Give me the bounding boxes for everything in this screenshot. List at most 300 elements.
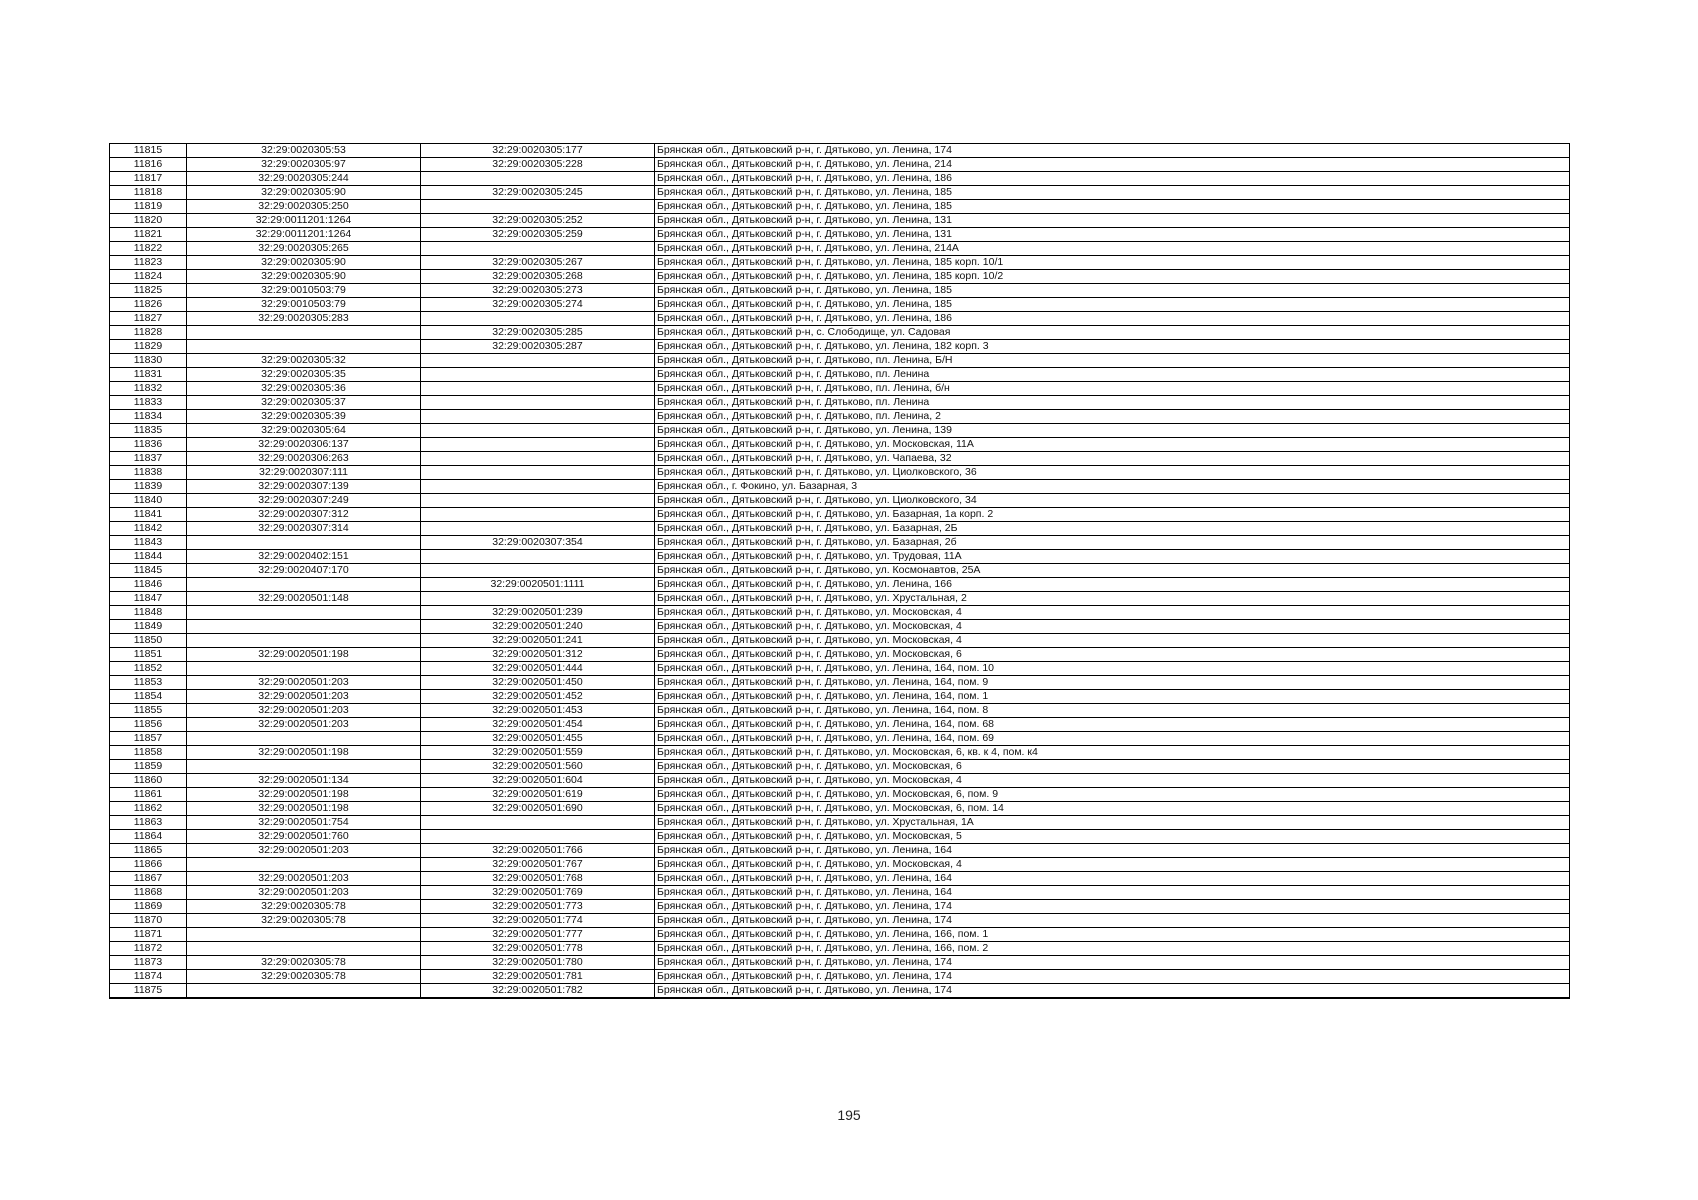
object-number-cell bbox=[421, 200, 655, 214]
address-cell: Брянская обл., Дятьковский р-н, г. Дятьково, ул. Ленина, 185 bbox=[655, 298, 1570, 312]
address-cell: Брянская обл., Дятьковский р-н, г. Дятьково, ул. Ленина, 164 bbox=[655, 886, 1570, 900]
cadastral-number-cell: 32:29:0020501:198 bbox=[187, 802, 421, 816]
row-number-cell: 11850 bbox=[110, 634, 187, 648]
address-cell: Брянская обл., Дятьковский р-н, г. Дятьково, ул. Чапаева, 32 bbox=[655, 452, 1570, 466]
object-number-cell: 32:29:0020501:619 bbox=[421, 788, 655, 802]
object-number-cell bbox=[421, 424, 655, 438]
cadastral-number-cell: 32:29:0020305:53 bbox=[187, 144, 421, 158]
row-number-cell: 11861 bbox=[110, 788, 187, 802]
table-row bbox=[110, 676, 1570, 690]
table-row bbox=[110, 662, 1570, 676]
object-number-cell bbox=[421, 522, 655, 536]
cadastral-number-cell: 32:29:0020305:37 bbox=[187, 396, 421, 410]
row-number-cell: 11849 bbox=[110, 620, 187, 634]
object-number-cell bbox=[421, 466, 655, 480]
cadastral-number-cell: 32:29:0020305:250 bbox=[187, 200, 421, 214]
table-row bbox=[110, 354, 1570, 368]
table-row bbox=[110, 200, 1570, 214]
address-cell: Брянская обл., Дятьковский р-н, г. Дятьково, ул. Хрустальная, 1А bbox=[655, 816, 1570, 830]
cadastral-number-cell bbox=[187, 578, 421, 592]
cadastral-number-cell: 32:29:0020501:198 bbox=[187, 788, 421, 802]
address-cell: Брянская обл., Дятьковский р-н, г. Дятьково, ул. Хрустальная, 2 bbox=[655, 592, 1570, 606]
table-row bbox=[110, 788, 1570, 802]
table-row bbox=[110, 872, 1570, 886]
object-number-cell: 32:29:0020501:774 bbox=[421, 914, 655, 928]
row-number-cell: 11822 bbox=[110, 242, 187, 256]
cadastral-number-cell: 32:29:0020305:78 bbox=[187, 970, 421, 984]
cadastral-number-cell: 32:29:0020305:283 bbox=[187, 312, 421, 326]
address-cell: Брянская обл., Дятьковский р-н, г. Дятьково, ул. Ленина, 214А bbox=[655, 242, 1570, 256]
row-number-cell: 11819 bbox=[110, 200, 187, 214]
row-number-cell: 11857 bbox=[110, 732, 187, 746]
table-row bbox=[110, 424, 1570, 438]
object-number-cell bbox=[421, 396, 655, 410]
cadastral-number-cell: 32:29:0011201:1264 bbox=[187, 214, 421, 228]
address-cell: Брянская обл., Дятьковский р-н, г. Дятьково, ул. Ленина, 174 bbox=[655, 984, 1570, 999]
row-number-cell: 11830 bbox=[110, 354, 187, 368]
row-number-cell: 11875 bbox=[110, 984, 187, 999]
address-cell: Брянская обл., Дятьковский р-н, г. Дятьково, ул. Ленина, 214 bbox=[655, 158, 1570, 172]
row-number-cell: 11862 bbox=[110, 802, 187, 816]
cadastral-number-cell: 32:29:0020305:32 bbox=[187, 354, 421, 368]
row-number-cell: 11848 bbox=[110, 606, 187, 620]
row-number-cell: 11838 bbox=[110, 466, 187, 480]
address-cell: Брянская обл., Дятьковский р-н, г. Дятьково, ул. Ленина, 139 bbox=[655, 424, 1570, 438]
row-number-cell: 11841 bbox=[110, 508, 187, 522]
table-row bbox=[110, 508, 1570, 522]
address-cell: Брянская обл., Дятьковский р-н, г. Дятьково, ул. Московская, 6, пом. 9 bbox=[655, 788, 1570, 802]
table-row bbox=[110, 634, 1570, 648]
object-number-cell: 32:29:0020501:452 bbox=[421, 690, 655, 704]
table-row bbox=[110, 900, 1570, 914]
cadastral-number-cell bbox=[187, 326, 421, 340]
cadastral-number-cell: 32:29:0020407:170 bbox=[187, 564, 421, 578]
table-row bbox=[110, 802, 1570, 816]
row-number-cell: 11835 bbox=[110, 424, 187, 438]
cadastral-number-cell bbox=[187, 732, 421, 746]
table-row bbox=[110, 522, 1570, 536]
table-row bbox=[110, 340, 1570, 354]
row-number-cell: 11816 bbox=[110, 158, 187, 172]
table-row bbox=[110, 312, 1570, 326]
address-cell: Брянская обл., Дятьковский р-н, г. Дятьково, ул. Ленина, 185 bbox=[655, 186, 1570, 200]
row-number-cell: 11839 bbox=[110, 480, 187, 494]
cadastral-number-cell: 32:29:0020305:64 bbox=[187, 424, 421, 438]
address-cell: Брянская обл., Дятьковский р-н, г. Дятьково, ул. Московская, 4 bbox=[655, 634, 1570, 648]
object-number-cell: 32:29:0020307:354 bbox=[421, 536, 655, 550]
cadastral-number-cell: 32:29:0020501:134 bbox=[187, 774, 421, 788]
cadastral-number-cell: 32:29:0010503:79 bbox=[187, 298, 421, 312]
row-number-cell: 11859 bbox=[110, 760, 187, 774]
row-number-cell: 11837 bbox=[110, 452, 187, 466]
address-cell: Брянская обл., Дятьковский р-н, г. Дятьково, ул. Московская, 4 bbox=[655, 606, 1570, 620]
address-cell: Брянская обл., г. Фокино, ул. Базарная, 3 bbox=[655, 480, 1570, 494]
table-row bbox=[110, 928, 1570, 942]
table-row bbox=[110, 914, 1570, 928]
address-cell: Брянская обл., Дятьковский р-н, г. Дятьково, ул. Ленина, 185 корп. 10/1 bbox=[655, 256, 1570, 270]
object-number-cell bbox=[421, 550, 655, 564]
address-cell: Брянская обл., Дятьковский р-н, г. Дятьково, ул. Московская, 6 bbox=[655, 648, 1570, 662]
object-number-cell: 32:29:0020501:773 bbox=[421, 900, 655, 914]
row-number-cell: 11821 bbox=[110, 228, 187, 242]
object-number-cell: 32:29:0020501:240 bbox=[421, 620, 655, 634]
address-cell: Брянская обл., Дятьковский р-н, г. Дятьково, ул. Ленина, 164, пом. 69 bbox=[655, 732, 1570, 746]
row-number-cell: 11852 bbox=[110, 662, 187, 676]
object-number-cell: 32:29:0020501:766 bbox=[421, 844, 655, 858]
object-number-cell bbox=[421, 242, 655, 256]
object-number-cell: 32:29:0020501:560 bbox=[421, 760, 655, 774]
row-number-cell: 11858 bbox=[110, 746, 187, 760]
address-cell: Брянская обл., Дятьковский р-н, г. Дятьково, пл. Ленина, Б/Н bbox=[655, 354, 1570, 368]
row-number-cell: 11860 bbox=[110, 774, 187, 788]
cadastral-number-cell bbox=[187, 536, 421, 550]
row-number-cell: 11820 bbox=[110, 214, 187, 228]
object-number-cell bbox=[421, 312, 655, 326]
object-number-cell bbox=[421, 564, 655, 578]
address-cell: Брянская обл., Дятьковский р-н, г. Дятьково, ул. Московская, 4 bbox=[655, 620, 1570, 634]
cadastral-number-cell: 32:29:0020305:78 bbox=[187, 900, 421, 914]
row-number-cell: 11824 bbox=[110, 270, 187, 284]
address-cell: Брянская обл., Дятьковский р-н, г. Дятьково, ул. Трудовая, 11А bbox=[655, 550, 1570, 564]
address-cell: Брянская обл., Дятьковский р-н, г. Дятьково, ул. Ленина, 174 bbox=[655, 970, 1570, 984]
object-number-cell: 32:29:0020305:285 bbox=[421, 326, 655, 340]
cadastral-number-cell: 32:29:0020305:90 bbox=[187, 270, 421, 284]
address-cell: Брянская обл., Дятьковский р-н, г. Дятьково, ул. Ленина, 164, пом. 9 bbox=[655, 676, 1570, 690]
cadastral-number-cell: 32:29:0020307:249 bbox=[187, 494, 421, 508]
table-row bbox=[110, 494, 1570, 508]
row-number-cell: 11853 bbox=[110, 676, 187, 690]
object-number-cell: 32:29:0020501:453 bbox=[421, 704, 655, 718]
address-cell: Брянская обл., Дятьковский р-н, г. Дятьково, ул. Ленина, 186 bbox=[655, 172, 1570, 186]
cadastral-number-cell: 32:29:0020307:312 bbox=[187, 508, 421, 522]
cadastral-number-cell: 32:29:0011201:1264 bbox=[187, 228, 421, 242]
object-number-cell: 32:29:0020501:778 bbox=[421, 942, 655, 956]
cadastral-number-cell bbox=[187, 634, 421, 648]
address-cell: Брянская обл., Дятьковский р-н, г. Дятьково, ул. Ленина, 166, пом. 1 bbox=[655, 928, 1570, 942]
address-cell: Брянская обл., Дятьковский р-н, г. Дятьково, ул. Московская, 6, кв. к 4, пом. к4 bbox=[655, 746, 1570, 760]
table-row bbox=[110, 830, 1570, 844]
address-cell: Брянская обл., Дятьковский р-н, г. Дятьково, ул. Ленина, 185 bbox=[655, 284, 1570, 298]
address-cell: Брянская обл., Дятьковский р-н, г. Дятьково, ул. Ленина, 174 bbox=[655, 914, 1570, 928]
object-number-cell bbox=[421, 494, 655, 508]
table-row bbox=[110, 956, 1570, 970]
row-number-cell: 11833 bbox=[110, 396, 187, 410]
address-cell: Брянская обл., Дятьковский р-н, г. Дятьково, ул. Ленина, 174 bbox=[655, 144, 1570, 158]
address-cell: Брянская обл., Дятьковский р-н, г. Дятьково, пл. Ленина, 2 bbox=[655, 410, 1570, 424]
object-number-cell bbox=[421, 438, 655, 452]
address-cell: Брянская обл., Дятьковский р-н, г. Дятьково, ул. Ленина, 182 корп. 3 bbox=[655, 340, 1570, 354]
table-row bbox=[110, 536, 1570, 550]
table-row bbox=[110, 760, 1570, 774]
table-row bbox=[110, 704, 1570, 718]
cadastral-number-cell: 32:29:0020307:139 bbox=[187, 480, 421, 494]
object-number-cell: 32:29:0020501:768 bbox=[421, 872, 655, 886]
row-number-cell: 11868 bbox=[110, 886, 187, 900]
row-number-cell: 11844 bbox=[110, 550, 187, 564]
row-number-cell: 11834 bbox=[110, 410, 187, 424]
object-number-cell: 32:29:0020305:273 bbox=[421, 284, 655, 298]
object-number-cell: 32:29:0020305:245 bbox=[421, 186, 655, 200]
row-number-cell: 11867 bbox=[110, 872, 187, 886]
table-row bbox=[110, 186, 1570, 200]
registry-table-body bbox=[110, 144, 1570, 999]
address-cell: Брянская обл., Дятьковский р-н, г. Дятьково, ул. Московская, 6 bbox=[655, 760, 1570, 774]
cadastral-number-cell: 32:29:0020305:97 bbox=[187, 158, 421, 172]
table-row bbox=[110, 564, 1570, 578]
cadastral-number-cell: 32:29:0020306:137 bbox=[187, 438, 421, 452]
row-number-cell: 11865 bbox=[110, 844, 187, 858]
table-row bbox=[110, 984, 1570, 999]
cadastral-number-cell: 32:29:0020501:203 bbox=[187, 872, 421, 886]
table-row bbox=[110, 844, 1570, 858]
table-row bbox=[110, 298, 1570, 312]
row-number-cell: 11845 bbox=[110, 564, 187, 578]
cadastral-number-cell: 32:29:0020305:78 bbox=[187, 914, 421, 928]
object-number-cell bbox=[421, 816, 655, 830]
object-number-cell: 32:29:0020501:455 bbox=[421, 732, 655, 746]
table-row bbox=[110, 228, 1570, 242]
table-row bbox=[110, 550, 1570, 564]
cadastral-number-cell bbox=[187, 858, 421, 872]
object-number-cell: 32:29:0020501:780 bbox=[421, 956, 655, 970]
object-number-cell: 32:29:0020305:252 bbox=[421, 214, 655, 228]
table-row bbox=[110, 242, 1570, 256]
object-number-cell: 32:29:0020501:767 bbox=[421, 858, 655, 872]
address-cell: Брянская обл., Дятьковский р-н, г. Дятьково, ул. Базарная, 2Б bbox=[655, 522, 1570, 536]
cadastral-number-cell bbox=[187, 760, 421, 774]
object-number-cell: 32:29:0020501:454 bbox=[421, 718, 655, 732]
object-number-cell: 32:29:0020501:604 bbox=[421, 774, 655, 788]
address-cell: Брянская обл., Дятьковский р-н, г. Дятьково, ул. Московская, 11А bbox=[655, 438, 1570, 452]
table-row bbox=[110, 172, 1570, 186]
row-number-cell: 11827 bbox=[110, 312, 187, 326]
cadastral-number-cell: 32:29:0020501:203 bbox=[187, 844, 421, 858]
row-number-cell: 11863 bbox=[110, 816, 187, 830]
table-row bbox=[110, 858, 1570, 872]
table-row bbox=[110, 270, 1570, 284]
cadastral-number-cell: 32:29:0020501:198 bbox=[187, 648, 421, 662]
object-number-cell: 32:29:0020501:444 bbox=[421, 662, 655, 676]
address-cell: Брянская обл., Дятьковский р-н, г. Дятьково, ул. Ленина, 186 bbox=[655, 312, 1570, 326]
address-cell: Брянская обл., Дятьковский р-н, г. Дятьково, ул. Ленина, 131 bbox=[655, 228, 1570, 242]
object-number-cell: 32:29:0020305:268 bbox=[421, 270, 655, 284]
object-number-cell: 32:29:0020501:777 bbox=[421, 928, 655, 942]
row-number-cell: 11828 bbox=[110, 326, 187, 340]
object-number-cell bbox=[421, 480, 655, 494]
table-row bbox=[110, 144, 1570, 158]
address-cell: Брянская обл., Дятьковский р-н, г. Дятьково, ул. Базарная, 2б bbox=[655, 536, 1570, 550]
cadastral-number-cell: 32:29:0020305:35 bbox=[187, 368, 421, 382]
object-number-cell bbox=[421, 410, 655, 424]
object-number-cell bbox=[421, 452, 655, 466]
table-row bbox=[110, 690, 1570, 704]
row-number-cell: 11871 bbox=[110, 928, 187, 942]
table-row bbox=[110, 718, 1570, 732]
cadastral-number-cell: 32:29:0020305:39 bbox=[187, 410, 421, 424]
cadastral-number-cell: 32:29:0020305:244 bbox=[187, 172, 421, 186]
address-cell: Брянская обл., Дятьковский р-н, г. Дятьково, ул. Московская, 6, пом. 14 bbox=[655, 802, 1570, 816]
object-number-cell bbox=[421, 382, 655, 396]
object-number-cell bbox=[421, 368, 655, 382]
table-row bbox=[110, 746, 1570, 760]
table-row bbox=[110, 648, 1570, 662]
table-row bbox=[110, 970, 1570, 984]
object-number-cell: 32:29:0020501:690 bbox=[421, 802, 655, 816]
object-number-cell: 32:29:0020501:781 bbox=[421, 970, 655, 984]
cadastral-number-cell: 32:29:0020306:263 bbox=[187, 452, 421, 466]
cadastral-number-cell bbox=[187, 984, 421, 999]
row-number-cell: 11843 bbox=[110, 536, 187, 550]
table-row bbox=[110, 480, 1570, 494]
row-number-cell: 11826 bbox=[110, 298, 187, 312]
cadastral-number-cell: 32:29:0020307:314 bbox=[187, 522, 421, 536]
object-number-cell bbox=[421, 830, 655, 844]
table-row bbox=[110, 438, 1570, 452]
row-number-cell: 11836 bbox=[110, 438, 187, 452]
cadastral-number-cell bbox=[187, 942, 421, 956]
row-number-cell: 11872 bbox=[110, 942, 187, 956]
row-number-cell: 11842 bbox=[110, 522, 187, 536]
cadastral-number-cell: 32:29:0020501:198 bbox=[187, 746, 421, 760]
row-number-cell: 11825 bbox=[110, 284, 187, 298]
page-number: 195 bbox=[837, 1107, 861, 1123]
address-cell: Брянская обл., Дятьковский р-н, г. Дятьково, ул. Ленина, 166 bbox=[655, 578, 1570, 592]
address-cell: Брянская обл., Дятьковский р-н, г. Дятьково, ул. Московская, 5 bbox=[655, 830, 1570, 844]
object-number-cell: 32:29:0020501:450 bbox=[421, 676, 655, 690]
address-cell: Брянская обл., Дятьковский р-н, г. Дятьково, ул. Циолковского, 36 bbox=[655, 466, 1570, 480]
object-number-cell: 32:29:0020305:267 bbox=[421, 256, 655, 270]
row-number-cell: 11829 bbox=[110, 340, 187, 354]
object-number-cell: 32:29:0020501:1111 bbox=[421, 578, 655, 592]
object-number-cell: 32:29:0020305:259 bbox=[421, 228, 655, 242]
row-number-cell: 11818 bbox=[110, 186, 187, 200]
registry-table bbox=[109, 143, 1570, 999]
address-cell: Брянская обл., Дятьковский р-н, г. Дятьково, пл. Ленина, б/н bbox=[655, 382, 1570, 396]
cadastral-number-cell: 32:29:0020305:90 bbox=[187, 186, 421, 200]
table-row bbox=[110, 620, 1570, 634]
cadastral-number-cell bbox=[187, 340, 421, 354]
table-row bbox=[110, 466, 1570, 480]
row-number-cell: 11856 bbox=[110, 718, 187, 732]
table-row bbox=[110, 942, 1570, 956]
cadastral-number-cell: 32:29:0020305:36 bbox=[187, 382, 421, 396]
address-cell: Брянская обл., Дятьковский р-н, г. Дятьково, ул. Ленина, 131 bbox=[655, 214, 1570, 228]
address-cell: Брянская обл., Дятьковский р-н, г. Дятьково, ул. Ленина, 164, пом. 10 bbox=[655, 662, 1570, 676]
object-number-cell: 32:29:0020501:241 bbox=[421, 634, 655, 648]
row-number-cell: 11840 bbox=[110, 494, 187, 508]
table-row bbox=[110, 368, 1570, 382]
row-number-cell: 11815 bbox=[110, 144, 187, 158]
cadastral-number-cell bbox=[187, 620, 421, 634]
object-number-cell: 32:29:0020501:559 bbox=[421, 746, 655, 760]
row-number-cell: 11854 bbox=[110, 690, 187, 704]
object-number-cell: 32:29:0020305:274 bbox=[421, 298, 655, 312]
table-row bbox=[110, 396, 1570, 410]
table-row bbox=[110, 886, 1570, 900]
address-cell: Брянская обл., Дятьковский р-н, г. Дятьково, ул. Космонавтов, 25А bbox=[655, 564, 1570, 578]
address-cell: Брянская обл., Дятьковский р-н, г. Дятьково, ул. Ленина, 164, пом. 8 bbox=[655, 704, 1570, 718]
cadastral-number-cell bbox=[187, 662, 421, 676]
cadastral-number-cell: 32:29:0020501:203 bbox=[187, 704, 421, 718]
cadastral-number-cell: 32:29:0020305:90 bbox=[187, 256, 421, 270]
object-number-cell: 32:29:0020501:769 bbox=[421, 886, 655, 900]
address-cell: Брянская обл., Дятьковский р-н, г. Дятьково, пл. Ленина bbox=[655, 368, 1570, 382]
row-number-cell: 11847 bbox=[110, 592, 187, 606]
row-number-cell: 11873 bbox=[110, 956, 187, 970]
table-row bbox=[110, 256, 1570, 270]
cadastral-number-cell: 32:29:0020305:265 bbox=[187, 242, 421, 256]
object-number-cell: 32:29:0020501:782 bbox=[421, 984, 655, 999]
address-cell: Брянская обл., Дятьковский р-н, г. Дятьково, ул. Московская, 4 bbox=[655, 858, 1570, 872]
row-number-cell: 11832 bbox=[110, 382, 187, 396]
table-row bbox=[110, 452, 1570, 466]
address-cell: Брянская обл., Дятьковский р-н, г. Дятьково, ул. Московская, 4 bbox=[655, 774, 1570, 788]
table-row bbox=[110, 732, 1570, 746]
table-row bbox=[110, 816, 1570, 830]
address-cell: Брянская обл., Дятьковский р-н, г. Дятьково, ул. Ленина, 164, пом. 68 bbox=[655, 718, 1570, 732]
address-cell: Брянская обл., Дятьковский р-н, г. Дятьково, ул. Ленина, 164, пом. 1 bbox=[655, 690, 1570, 704]
table-row bbox=[110, 158, 1570, 172]
cadastral-number-cell: 32:29:0020501:148 bbox=[187, 592, 421, 606]
row-number-cell: 11866 bbox=[110, 858, 187, 872]
table-row bbox=[110, 382, 1570, 396]
cadastral-number-cell: 32:29:0020501:760 bbox=[187, 830, 421, 844]
address-cell: Брянская обл., Дятьковский р-н, г. Дятьково, ул. Ленина, 174 bbox=[655, 900, 1570, 914]
address-cell: Брянская обл., Дятьковский р-н, г. Дятьково, ул. Циолковского, 34 bbox=[655, 494, 1570, 508]
cadastral-number-cell: 32:29:0020402:151 bbox=[187, 550, 421, 564]
address-cell: Брянская обл., Дятьковский р-н, г. Дятьково, ул. Ленина, 185 bbox=[655, 200, 1570, 214]
object-number-cell bbox=[421, 172, 655, 186]
object-number-cell: 32:29:0020305:287 bbox=[421, 340, 655, 354]
row-number-cell: 11831 bbox=[110, 368, 187, 382]
row-number-cell: 11870 bbox=[110, 914, 187, 928]
cadastral-number-cell bbox=[187, 928, 421, 942]
cadastral-number-cell: 32:29:0020501:203 bbox=[187, 690, 421, 704]
address-cell: Брянская обл., Дятьковский р-н, с. Слободище, ул. Садовая bbox=[655, 326, 1570, 340]
cadastral-number-cell: 32:29:0020307:111 bbox=[187, 466, 421, 480]
table-row bbox=[110, 214, 1570, 228]
address-cell: Брянская обл., Дятьковский р-н, г. Дятьково, ул. Ленина, 164 bbox=[655, 872, 1570, 886]
cadastral-number-cell: 32:29:0020501:203 bbox=[187, 718, 421, 732]
cadastral-number-cell: 32:29:0020501:203 bbox=[187, 886, 421, 900]
row-number-cell: 11817 bbox=[110, 172, 187, 186]
row-number-cell: 11869 bbox=[110, 900, 187, 914]
table-row bbox=[110, 284, 1570, 298]
row-number-cell: 11855 bbox=[110, 704, 187, 718]
object-number-cell: 32:29:0020305:228 bbox=[421, 158, 655, 172]
object-number-cell: 32:29:0020501:312 bbox=[421, 648, 655, 662]
address-cell: Брянская обл., Дятьковский р-н, г. Дятьково, ул. Ленина, 185 корп. 10/2 bbox=[655, 270, 1570, 284]
address-cell: Брянская обл., Дятьковский р-н, г. Дятьково, ул. Ленина, 164 bbox=[655, 844, 1570, 858]
cadastral-number-cell bbox=[187, 606, 421, 620]
address-cell: Брянская обл., Дятьковский р-н, г. Дятьково, ул. Ленина, 166, пом. 2 bbox=[655, 942, 1570, 956]
address-cell: Брянская обл., Дятьковский р-н, г. Дятьково, пл. Ленина bbox=[655, 396, 1570, 410]
object-number-cell bbox=[421, 592, 655, 606]
table-row bbox=[110, 578, 1570, 592]
table-row bbox=[110, 326, 1570, 340]
address-cell: Брянская обл., Дятьковский р-н, г. Дятьково, ул. Базарная, 1а корп. 2 bbox=[655, 508, 1570, 522]
cadastral-number-cell: 32:29:0020501:203 bbox=[187, 676, 421, 690]
row-number-cell: 11851 bbox=[110, 648, 187, 662]
table-row bbox=[110, 774, 1570, 788]
address-cell: Брянская обл., Дятьковский р-н, г. Дятьково, ул. Ленина, 174 bbox=[655, 956, 1570, 970]
object-number-cell: 32:29:0020305:177 bbox=[421, 144, 655, 158]
row-number-cell: 11823 bbox=[110, 256, 187, 270]
object-number-cell: 32:29:0020501:239 bbox=[421, 606, 655, 620]
row-number-cell: 11864 bbox=[110, 830, 187, 844]
cadastral-number-cell: 32:29:0010503:79 bbox=[187, 284, 421, 298]
cadastral-number-cell: 32:29:0020501:754 bbox=[187, 816, 421, 830]
